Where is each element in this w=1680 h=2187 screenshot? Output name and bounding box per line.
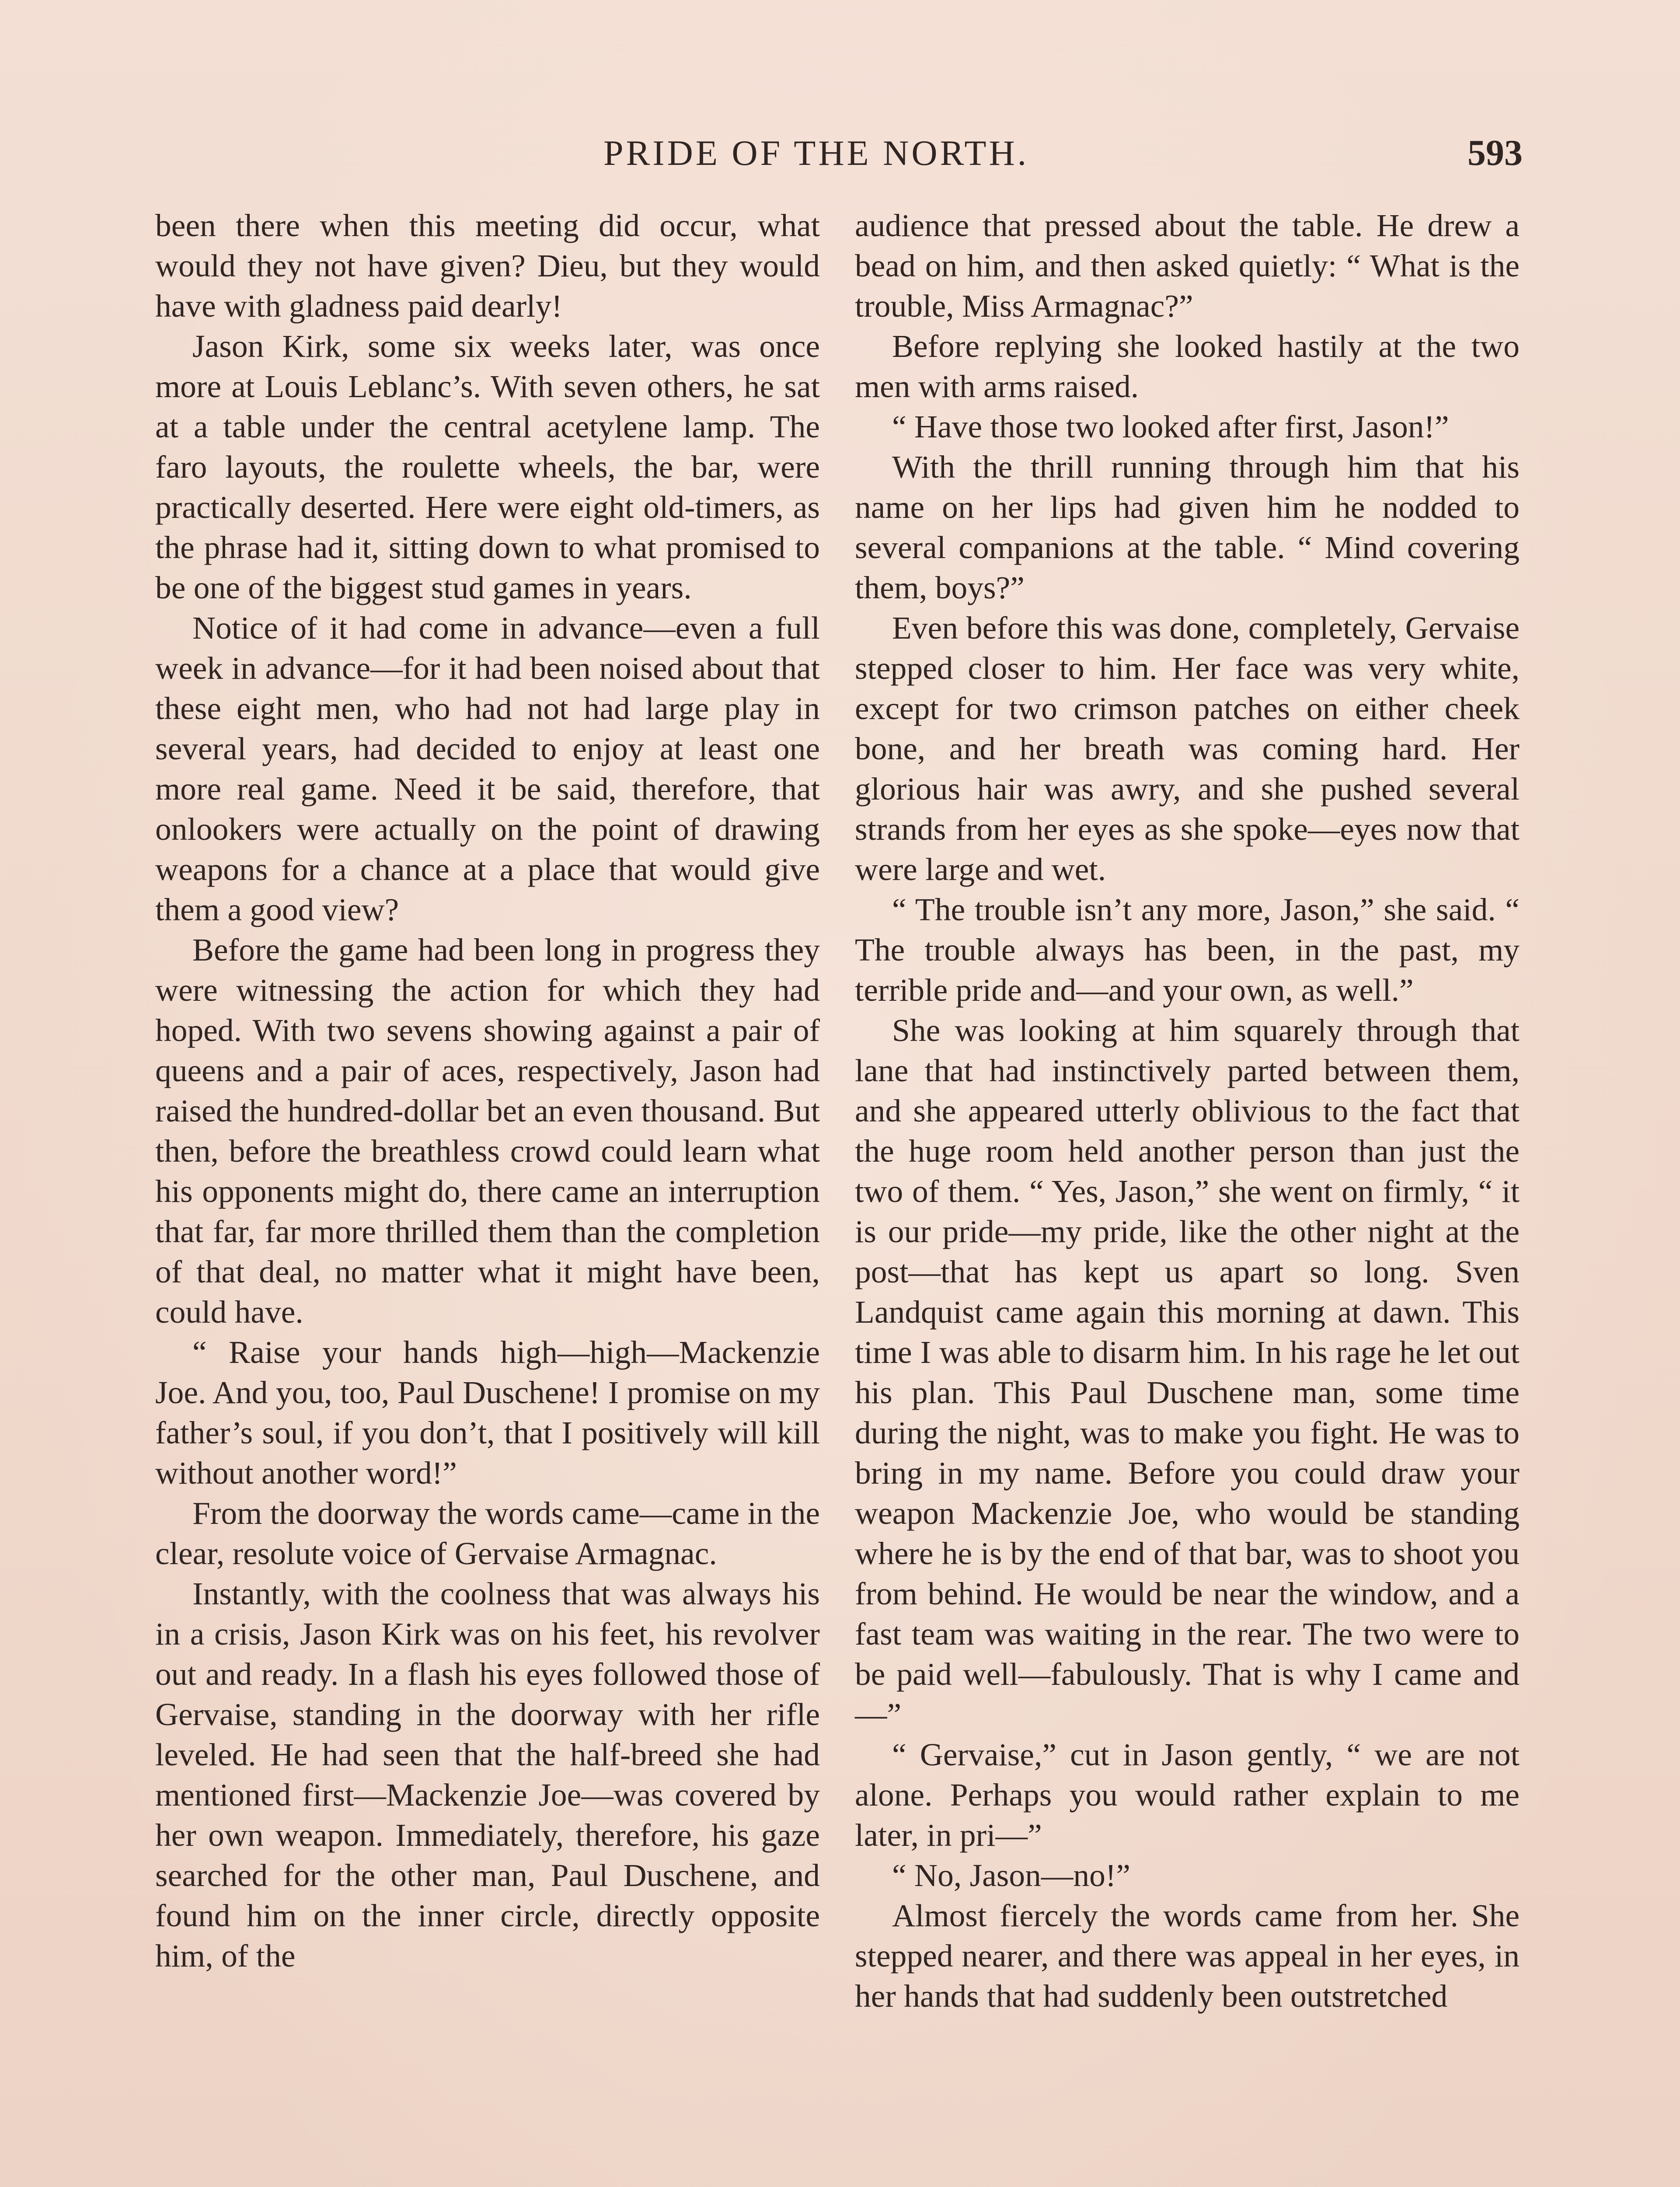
paragraph: audience that pressed about the table. He drew a bead on him, and then asked quietly: “ What is the trouble, Miss Armagnac?” [855,208,1520,324]
page-header [0,127,1680,179]
paragraph: Almost fiercely the words came from her. She stepped nearer, and there was appeal in her eyes, in her hands that had suddenly been outstretched [855,1898,1520,2014]
paragraph: “ Gervaise,” cut in Jason gently, “ we are not alone. Perhaps you would rather explain to me later, in pri—” [855,1737,1520,1853]
page-number: 593 [1467,133,1523,173]
paragraph: “ The trouble isn’t any more, Jason,” she said. “ The trouble always has been, in the past, my terrible pride and—and your own, as well.” [855,892,1520,1008]
left-column [155,206,820,1976]
paragraph: She was looking at him squarely through that lane that had instinctively parted between them, and she appeared utterly oblivious to the fact that the huge room held another person than just the two of them. “ Yes, Jason,” she went on firmly, “ it is our pride—my pride, like the other night at the post—that has kept us apart so long. Sven Landquist came again this morning at dawn. This time I was able to disarm him. In his rage he let out his plan. This Paul Duschene man, some time during the night, was to make you fight. He was to bring in my name. Before you could draw your weapon Mackenzie Joe, who would be standing where he is by the end of that bar, was to shoot you from behind. He would be near the window, and a fast team was waiting in the rear. The two were to be paid well—fabulously. That is why I came and—” [855,1013,1520,1732]
paragraph: From the doorway the words came—came in the clear, resolute voice of Gervaise Armagnac. [155,1495,820,1571]
paragraph: Instantly, with the coolness that was always his in a crisis, Jason Kirk was on his feet, his revolver out and ready. In a flash his eyes followed those of Gervaise, standing in the doorway with her rifle leveled. He had seen that the half-breed she had mentioned first—Mackenzie Joe—was covered by her own weapon. Immediately, therefore, his gaze searched for the other man, Paul Duschene, and found him on the inner circle, directly opposite him, of the [155,1576,820,1974]
paragraph: Before the game had been long in progress they were witnessing the action for which they had hoped. With two sevens showing against a pair of queens and a pair of aces, respectively, Jason had raised the hundred-dollar bet an even thousand. But then, before the breathless crowd could learn what his opponents might do, there came an interruption that far, far more thrilled them than the completion of that deal, no matter what it might have been, could have. [155,932,820,1330]
paragraph: been there when this meeting did occur, what would they not have given? Dieu, but they would have with gladness paid dearly! [155,208,820,324]
paragraph: “ Raise your hands high—high—Mackenzie Joe. And you, too, Paul Duschene! I promise on my father’s soul, if you don’t, that I positively will kill without another word!” [155,1335,820,1491]
paragraph: “ No, Jason—no!” [892,1858,1131,1893]
paragraph: Jason Kirk, some six weeks later, was once more at Louis Leblanc’s. With seven others, he sat at a table under the central acetylene lamp. The faro layouts, the roulette wheels, the bar, were practically deserted. Here were eight old-timers, as the phrase had it, sitting down to what promised to be one of the biggest stud games in years. [155,328,820,605]
running-title: PRIDE OF THE NORTH. [603,133,1029,173]
paragraph: With the thrill running through him that his name on her lips had given him he nodded to several companions at the table. “ Mind covering them, boys?” [855,449,1520,605]
paragraph: Notice of it had come in advance—even a full week in advance—for it had been noised about that these eight men, who had not had large play in several years, had decided to enjoy at least one more real game. Need it be said, therefore, that onlookers were actually on the point of drawing weapons for a chance at a place that would give them a good view? [155,610,820,927]
paragraph: “ Have those two looked after first, Jason!” [892,409,1449,444]
paragraph: Before replying she looked hastily at the two men with arms raised. [855,328,1520,404]
right-column [855,206,1520,2016]
paragraph: Even before this was done, completely, Gervaise stepped closer to him. Her face was very white, except for two crimson patches on either cheek bone, and her breath was coming hard. Her glorious hair was awry, and she pushed several strands from her eyes as she spoke—eyes now that were large and wet. [855,610,1520,887]
